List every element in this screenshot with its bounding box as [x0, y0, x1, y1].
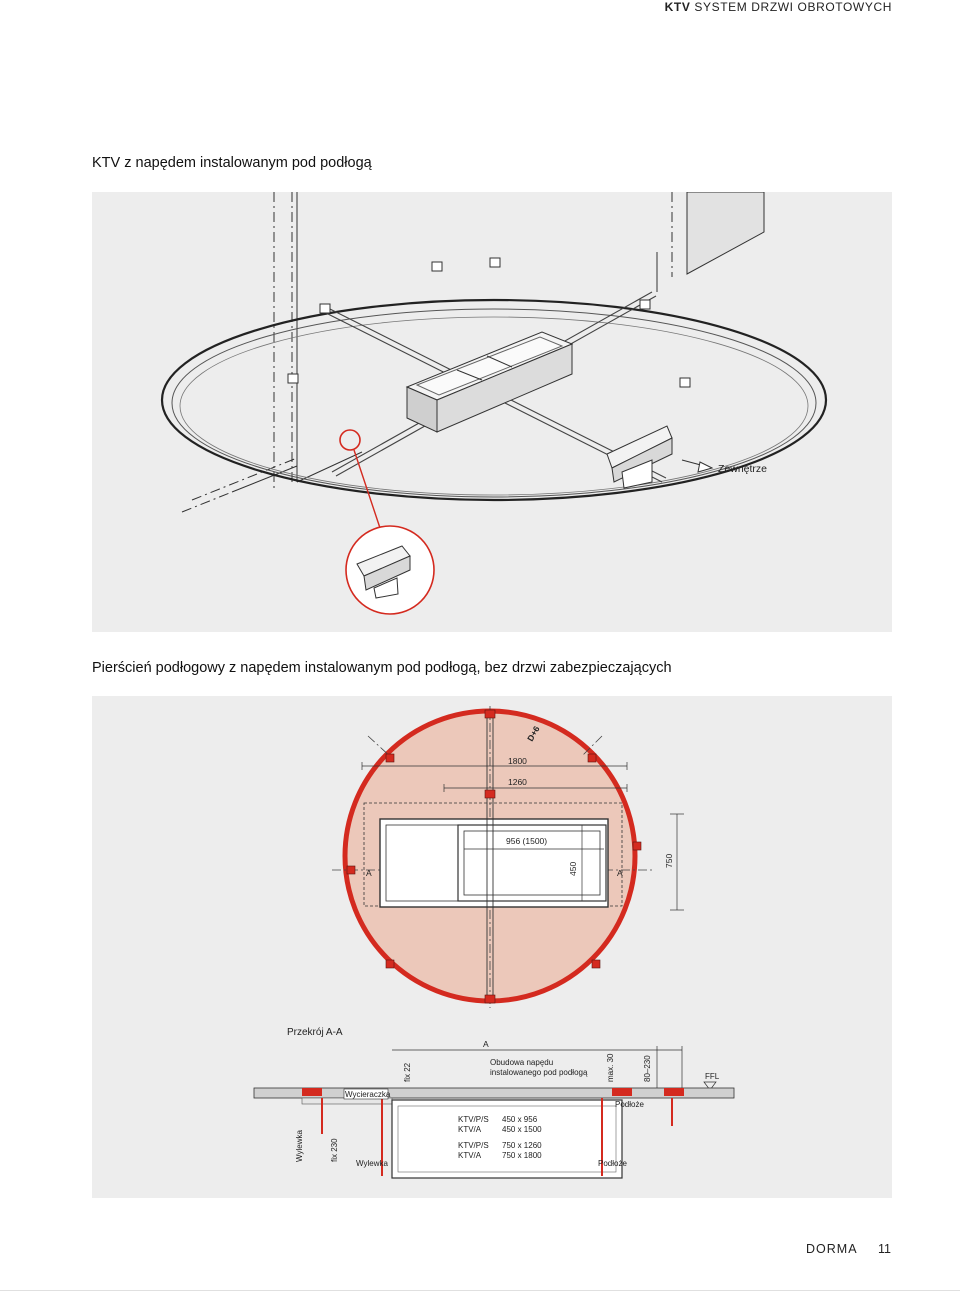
- isometric-drawing: [92, 192, 892, 632]
- label-drive-housing-1: Obudowa napędu: [490, 1058, 554, 1067]
- label-ffl: FFL: [705, 1072, 720, 1081]
- table-size: 750 x 1260: [502, 1141, 542, 1150]
- label-max30: max. 30: [606, 1053, 615, 1082]
- detail-bracket-right: [607, 426, 672, 488]
- drive-box: [407, 332, 572, 432]
- page-number: 11: [878, 1242, 891, 1256]
- dim-450: 450: [568, 861, 578, 876]
- label-substrate-top: Podłoże: [615, 1100, 644, 1109]
- label-outside: Zewnętrze: [718, 463, 768, 475]
- section-title: Przekrój A-A: [287, 1027, 343, 1038]
- table-model: KTV/A: [458, 1151, 482, 1160]
- plan-drawing: [92, 696, 892, 1198]
- table-size: 450 x 956: [502, 1115, 538, 1124]
- floor-slab: [254, 1088, 734, 1178]
- right-building: [657, 192, 764, 292]
- section-mark-right: A: [617, 868, 623, 878]
- section-title-iso: KTV z napędem instalowanym pod podłogą: [92, 155, 372, 171]
- dim-750: 750: [664, 853, 674, 868]
- outside-arrow: [682, 460, 712, 472]
- section-mark-left: A: [366, 868, 372, 878]
- plan-and-section-panel: [92, 696, 892, 1198]
- label-range: 80–230: [643, 1055, 652, 1082]
- label-doormat: Wycieraczka: [345, 1090, 391, 1099]
- table-size: 450 x 1500: [502, 1125, 542, 1134]
- isometric-drawing-panel: [92, 192, 892, 632]
- label-screed: Wylewka: [356, 1159, 388, 1168]
- detail-callout: [340, 430, 434, 614]
- table-model: KTV/P/S: [458, 1141, 489, 1150]
- label-drive-housing-2: instalowanego pod podłogą: [490, 1068, 588, 1077]
- header-brand: KTV: [664, 0, 691, 14]
- label-screed-vertical: Wylewka: [295, 1130, 304, 1162]
- bottom-rule: [0, 1290, 960, 1291]
- table-size: 750 x 1800: [502, 1151, 542, 1160]
- table-model: KTV/P/S: [458, 1115, 489, 1124]
- footer-brand: DORMA: [806, 1242, 858, 1256]
- label-fix22: fix 22: [403, 1062, 412, 1082]
- section-mark-a: A: [483, 1039, 489, 1049]
- left-wall-lines: [182, 192, 362, 512]
- dim-956: 956 (1500): [506, 836, 548, 846]
- section-title-plan: Pierścień podłogowy z napędem instalowanym pod podłogą, bez drzwi zabezpieczających: [92, 660, 672, 676]
- running-header: [665, 0, 892, 14]
- dim-1260: 1260: [508, 777, 527, 787]
- table-model: KTV/A: [458, 1125, 482, 1134]
- dim-1800: 1800: [508, 756, 527, 766]
- label-fix230: fix 230: [330, 1138, 339, 1162]
- label-substrate-bottom: Podłoże: [598, 1159, 627, 1168]
- header-title: SYSTEM DRZWI OBROTOWYCH: [694, 0, 892, 14]
- dim-diameter: D+6: [525, 724, 542, 743]
